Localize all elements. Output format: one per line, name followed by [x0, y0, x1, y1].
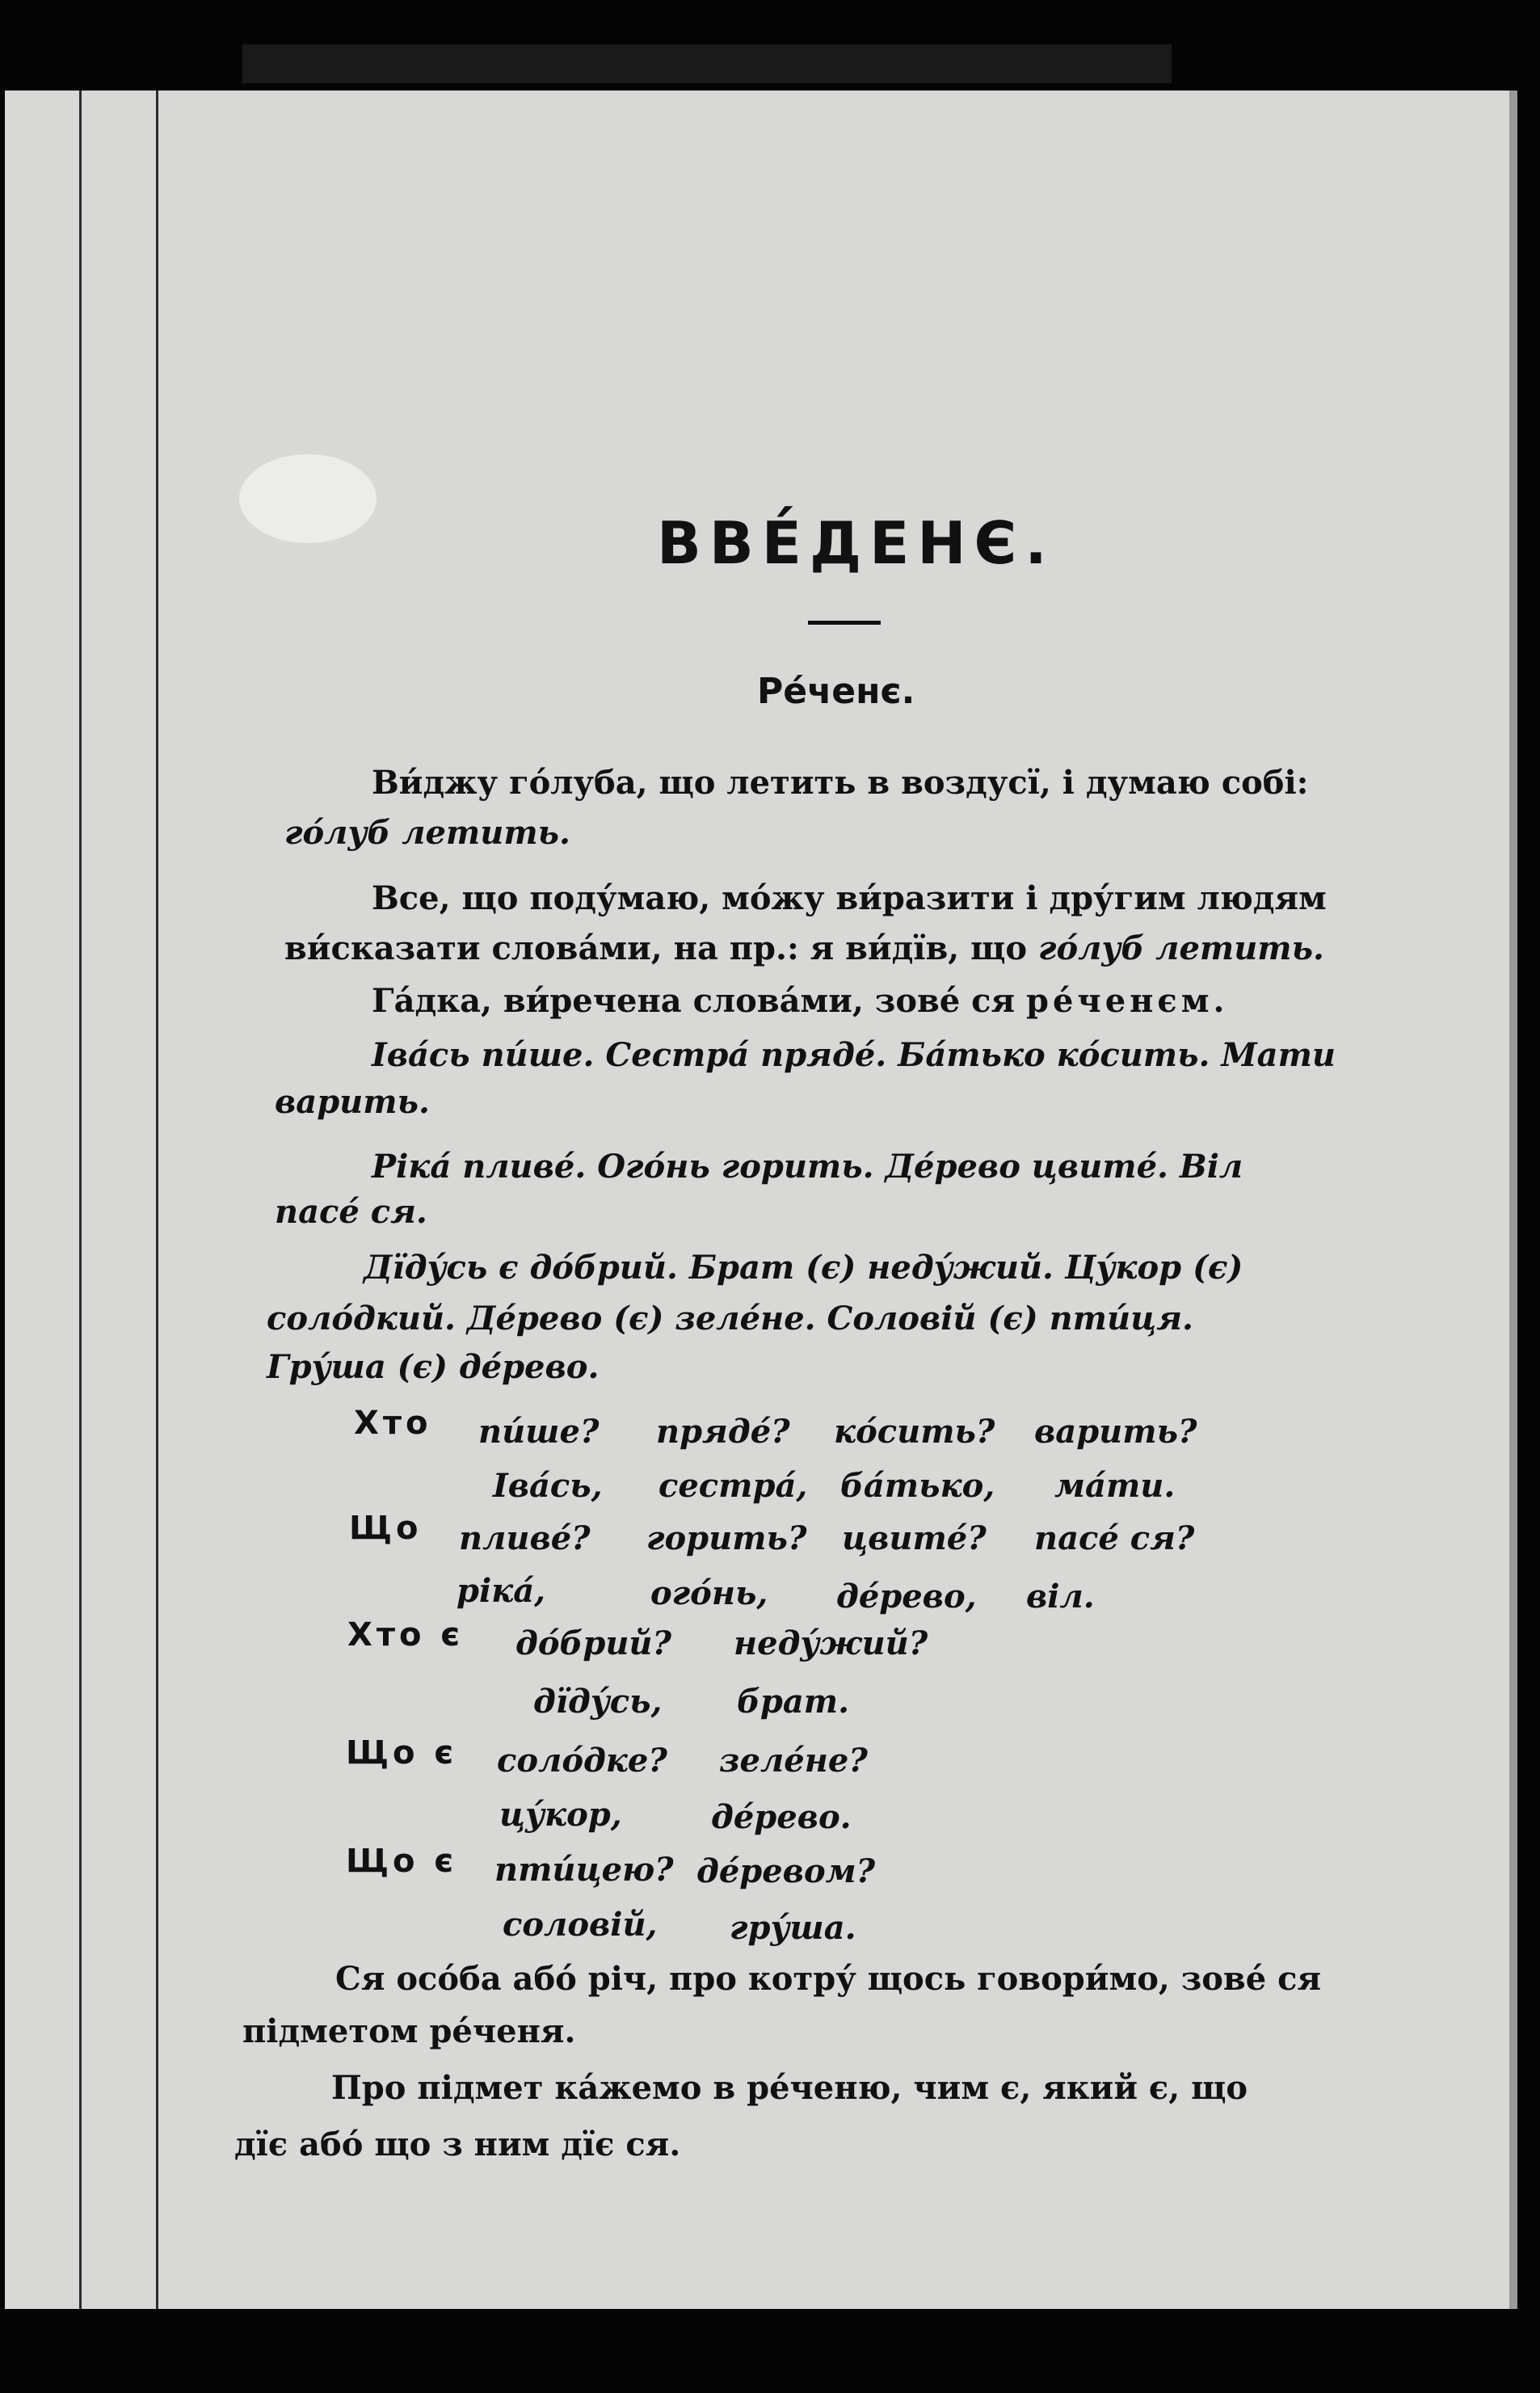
paragraph-text: ви́сказати слова́ми, на пр.: я ви́дїв, що [284, 929, 1038, 967]
example-line: Дїду́сь є до́брий. Брат (є) неду́жий. Цу́кор (є) [364, 1249, 1243, 1287]
question-word: горить? [646, 1519, 807, 1557]
answer-word: Іва́сь, [493, 1467, 603, 1505]
definition-line: підметом ре́ченя. [242, 2012, 576, 2050]
question-word: пасе́ ся? [1034, 1519, 1195, 1557]
chapter-title: ВВЕ́ДЕНЄ. [657, 509, 1055, 577]
answer-word: цу́кор, [499, 1796, 622, 1834]
paragraph-line [372, 982, 1228, 1020]
section-title: Ре́ченє. [757, 671, 915, 712]
answer-word: ба́тько, [840, 1467, 995, 1505]
answer-word: рiка́, [457, 1572, 546, 1610]
question-label: Що є [346, 1843, 458, 1880]
question-word: пряде́? [656, 1413, 790, 1451]
answer-word: ма́ти. [1054, 1467, 1176, 1505]
answer-word: де́рево. [711, 1798, 852, 1836]
example-line: Гру́ша (є) де́рево. [267, 1348, 600, 1386]
example-line: варить. [275, 1083, 430, 1121]
rule-line: дїє або́ що з ним дїє ся. [234, 2125, 681, 2163]
question-word: варить? [1034, 1413, 1197, 1451]
paragraph-line: Ви́джу го́луба, що летить в воздусї, і думаю собі: [372, 764, 1309, 802]
example-line: соло́дкий. Де́рево (є) зеле́не. Соловій (є) пти́ця. [267, 1300, 1193, 1338]
question-word: неду́жий? [734, 1624, 928, 1662]
example-line: Рiка́ пливе́. Ого́нь горить. Де́рево цвите́. Віл [372, 1148, 1243, 1186]
answer-word: сестра́, [658, 1467, 808, 1505]
question-word: до́брий? [515, 1624, 671, 1662]
scan-top-strip [242, 44, 1172, 83]
question-word: пи́ше? [478, 1413, 600, 1451]
answer-word: дїду́сь, [533, 1683, 663, 1721]
question-word: пти́цею? [494, 1851, 674, 1889]
answer-word: гру́ша. [730, 1909, 856, 1947]
definition-line: Ся осо́ба або́ річ, про котру́ щось говори́мо, зове́ ся [335, 1960, 1321, 1998]
spine-line [156, 91, 158, 2309]
question-label: Хто [354, 1405, 432, 1442]
answer-word: брат. [737, 1683, 850, 1721]
answer-word: ого́нь, [650, 1574, 768, 1612]
paper-stain [239, 454, 377, 543]
rule-line: Про підмет ка́жемо в ре́ченю, чим є, який є, що [331, 2069, 1248, 2107]
example-line: пасе́ ся. [275, 1193, 427, 1231]
question-word: де́ревом? [696, 1852, 876, 1890]
paragraph-line: Все, що поду́маю, мо́жу ви́разити і дру́гим людям [372, 879, 1327, 917]
question-label: Що [349, 1510, 423, 1547]
question-word: соло́дке? [497, 1742, 667, 1780]
question-word: пливе́? [459, 1519, 591, 1557]
question-word: зеле́не? [719, 1742, 868, 1780]
paragraph-line [284, 929, 1324, 967]
answer-word: віл. [1026, 1578, 1095, 1616]
answer-word: соловій, [503, 1906, 658, 1944]
example-text: го́луб летить. [1037, 929, 1324, 967]
spine-line [79, 91, 82, 2309]
paragraph-text: Га́дка, ви́речена слова́ми, зове́ ся [372, 982, 1026, 1020]
question-label: Хто є [347, 1616, 465, 1654]
example-line: Іва́сь пи́ше. Сестра́ пряде́. Ба́тько ко́сить. Мати [372, 1036, 1336, 1074]
answer-word: де́рево, [836, 1578, 977, 1616]
title-rule [808, 621, 881, 625]
question-label: Що є [346, 1734, 458, 1772]
paragraph-line: го́луб летить. [284, 814, 570, 852]
term-text: ре́ченєм. [1026, 982, 1229, 1020]
question-word: ко́сить? [834, 1413, 995, 1451]
question-word: цвите́? [842, 1519, 987, 1557]
